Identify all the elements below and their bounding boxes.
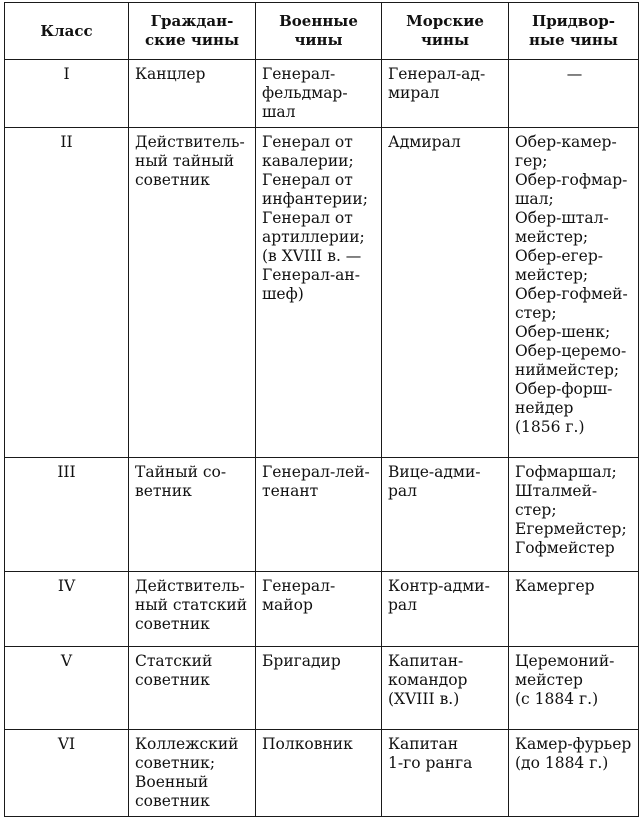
table-row: [5, 647, 639, 730]
cell-line: Обер-шенк;: [515, 323, 611, 341]
cell-line: Действитель-: [135, 133, 245, 151]
cell-line: ниймейстер;: [515, 361, 620, 379]
cell-line: инфантерии;: [262, 190, 368, 208]
cell-line: Обер-штал-: [515, 209, 609, 227]
cell-line: тенант: [262, 482, 319, 500]
cell-line: Обер-форш-: [515, 380, 613, 398]
cell-line: Контр-адми-: [388, 577, 490, 595]
civil-rank-cell: [129, 730, 256, 817]
naval-rank-cell: [382, 458, 509, 572]
class-cell: V: [5, 647, 129, 730]
civil-rank-cell: [129, 128, 256, 458]
court-rank-cell: [509, 572, 639, 647]
cell-line: Военный: [135, 773, 209, 791]
cell-line: 1-го ранга: [388, 754, 473, 772]
table-row: [5, 60, 639, 128]
naval-rank-cell: [382, 60, 509, 128]
header-line: чины: [294, 31, 343, 49]
naval-rank-cell: [382, 128, 509, 458]
header-civil: [129, 3, 256, 60]
cell-line: мирал: [388, 84, 440, 102]
cell-line: командор: [388, 671, 468, 689]
cell-line: мейстер: [515, 671, 583, 689]
cell-line: рал: [388, 596, 418, 614]
cell-line: гер;: [515, 152, 548, 170]
military-rank-cell: [256, 730, 382, 817]
cell-line: шеф): [262, 285, 304, 303]
class-cell: II: [5, 128, 129, 458]
military-rank-cell: [256, 647, 382, 730]
court-rank-cell: [509, 730, 639, 817]
cell-line: майор: [262, 596, 313, 614]
cell-line: рал: [388, 482, 418, 500]
cell-line: Гофмейстер: [515, 539, 615, 557]
court-rank-cell: [509, 647, 639, 730]
court-rank-cell: [509, 128, 639, 458]
cell-line: Генерал-лей-: [262, 463, 370, 481]
header-military: [256, 3, 382, 60]
table-row: [5, 730, 639, 817]
header-line: чины: [420, 31, 470, 49]
military-rank-cell: [256, 60, 382, 128]
naval-rank-cell: [382, 572, 509, 647]
cell-line: Канцлер: [135, 65, 206, 83]
civil-rank-cell: [129, 647, 256, 730]
cell-line: шал: [262, 103, 296, 121]
header-court: [509, 3, 639, 60]
cell-line: советник;: [135, 754, 216, 772]
cell-line: фельдмар-: [262, 84, 348, 102]
header-line: Граждан-: [150, 12, 234, 30]
cell-line: Капитан-: [388, 652, 464, 670]
cell-line: Статский: [135, 652, 213, 670]
cell-line: Генерал-: [262, 577, 336, 595]
cell-line: ный тайный: [135, 152, 235, 170]
header-row: [5, 3, 639, 60]
cell-line: Генерал от: [262, 209, 353, 227]
cell-line: Капитан: [388, 735, 459, 753]
class-cell: I: [5, 60, 129, 128]
cell-line: Церемоний-: [515, 652, 615, 670]
military-rank-cell: [256, 128, 382, 458]
header-line: ские чины: [145, 31, 239, 49]
cell-line: Тайный со-: [135, 463, 227, 481]
cell-line: Коллежский: [135, 735, 239, 753]
table-row: [5, 458, 639, 572]
cell-line: советник: [135, 615, 210, 633]
cell-line: стер;: [515, 501, 557, 519]
ranks-table-wrapper: [4, 2, 638, 817]
cell-line: стер;: [515, 304, 557, 322]
header-line: Класс: [40, 21, 93, 40]
table-row: [5, 128, 639, 458]
cell-line: Камергер: [515, 577, 595, 595]
civil-rank-cell: [129, 60, 256, 128]
cell-line: советник: [135, 792, 210, 810]
cell-line: советник: [135, 671, 210, 689]
cell-line: мейстер;: [515, 228, 589, 246]
cell-line: Генерал-ан-: [262, 266, 360, 284]
cell-line: Обер-егер-: [515, 247, 603, 265]
cell-line: Камер-фурьер: [515, 735, 632, 753]
naval-rank-cell: [382, 730, 509, 817]
cell-line: Вице-адми-: [388, 463, 481, 481]
civil-rank-cell: [129, 572, 256, 647]
table-row: [5, 572, 639, 647]
cell-line: —: [566, 65, 583, 83]
cell-line: Обер-камер-: [515, 133, 617, 151]
naval-rank-cell: [382, 647, 509, 730]
cell-line: Генерал от: [262, 171, 353, 189]
cell-line: (XVIII в.): [388, 690, 460, 708]
cell-line: советник: [135, 171, 210, 189]
cell-line: Адмирал: [388, 133, 461, 151]
cell-line: ветник: [135, 482, 192, 500]
cell-line: (1856 г.): [515, 418, 585, 436]
cell-line: кавалерии;: [262, 152, 354, 170]
header-class: [5, 3, 129, 60]
cell-line: Генерал-: [262, 65, 336, 83]
cell-line: Действитель-: [135, 577, 245, 595]
cell-line: (в XVIII в. —: [262, 247, 362, 265]
cell-line: Обер-гофмей-: [515, 285, 628, 303]
cell-line: Обер-церемо-: [515, 342, 627, 360]
class-cell: IV: [5, 572, 129, 647]
civil-rank-cell: [129, 458, 256, 572]
cell-line: Шталмей-: [515, 482, 598, 500]
header-line: Военные: [279, 12, 358, 30]
court-rank-cell: [509, 458, 639, 572]
cell-line: (с 1884 г.): [515, 690, 599, 708]
header-line: Морские: [406, 12, 484, 30]
court-rank-cell: [509, 60, 639, 128]
cell-line: Егермейстер;: [515, 520, 627, 538]
table-of-ranks: [4, 2, 639, 817]
cell-line: (до 1884 г.): [515, 754, 609, 772]
cell-line: нейдер: [515, 399, 574, 417]
cell-line: артиллерии;: [262, 228, 365, 246]
class-cell: VI: [5, 730, 129, 817]
header-line: ные чины: [529, 31, 618, 49]
military-rank-cell: [256, 458, 382, 572]
cell-line: шал;: [515, 190, 554, 208]
cell-line: Генерал-ад-: [388, 65, 486, 83]
military-rank-cell: [256, 572, 382, 647]
class-cell: III: [5, 458, 129, 572]
cell-line: Генерал от: [262, 133, 353, 151]
cell-line: Гофмаршал;: [515, 463, 617, 481]
header-line: Придвор-: [532, 12, 615, 30]
cell-line: Обер-гофмар-: [515, 171, 628, 189]
cell-line: ный статский: [135, 596, 248, 614]
cell-line: Полковник: [262, 735, 353, 753]
header-naval: [382, 3, 509, 60]
cell-line: мейстер;: [515, 266, 589, 284]
cell-line: Бригадир: [262, 652, 341, 670]
